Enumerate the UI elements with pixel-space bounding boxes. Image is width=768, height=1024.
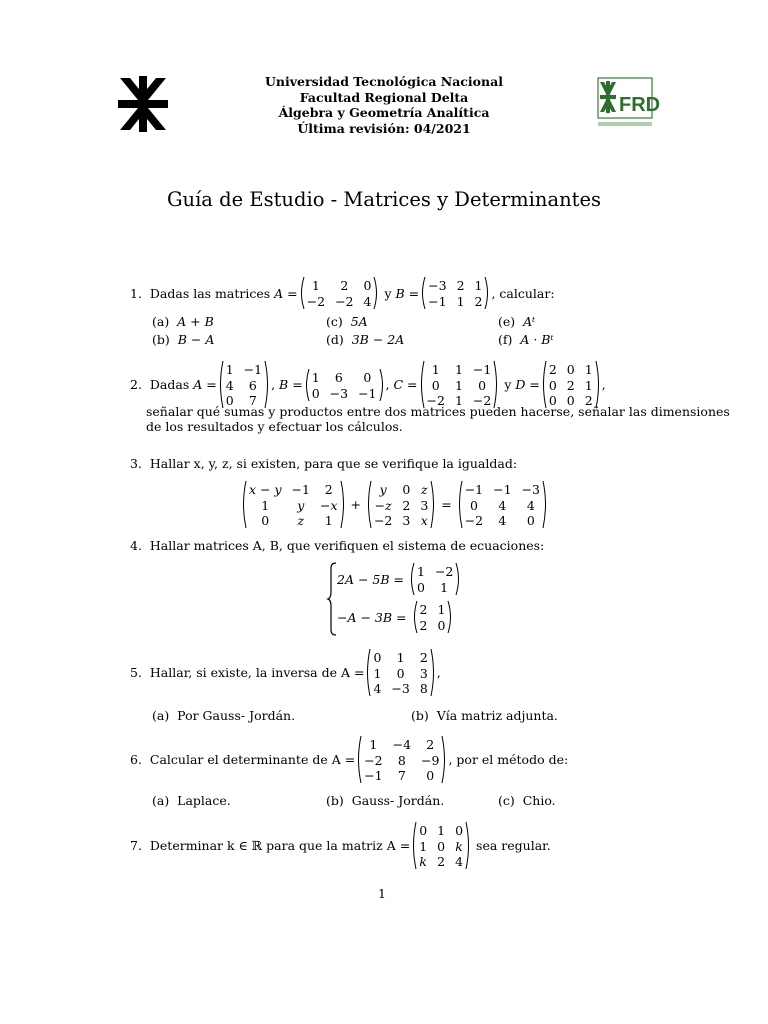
exercise-text: , calcular: [491,285,555,301]
right-paren [430,648,436,697]
university-name: Universidad Tecnológica Nacional [265,74,503,89]
matrix-cell: 3 [402,513,411,529]
matrix-cell: 1 [324,513,333,529]
matrix [409,562,461,596]
matrix-cell: 0 [402,482,411,497]
matrix-cell: 0 [416,580,425,595]
right-paren [379,368,385,402]
frd-logo-text: FRD [619,94,661,116]
matrix-cell: 1 [373,665,382,681]
exercise-3 [130,456,517,471]
page-title: Guía de Estudio - Matrices y Determinantes [166,188,602,211]
matrix-cell: −2 [335,294,354,309]
equation-2: −A − 3B = 2 1 2 0 [337,600,454,634]
matrix-cell: −1 [428,294,447,309]
matrix-cell: 1 [225,362,234,377]
matrix-cell: 6 [248,377,257,393]
exercise-text: señalar qué sumas y productos entre dos matrices pueden hacerse, señalar las dimensiones [146,404,730,419]
matrix-cell: 1 [437,602,446,617]
matrix-cell: 1 [311,278,320,293]
exercise-text: Calcular el determinante de A = [149,752,356,767]
matrix-a [299,276,380,310]
right-paren [447,600,453,634]
matrix-cell: x [420,513,428,529]
system-brace [327,562,337,636]
matrix-cell: 8 [419,681,428,697]
matrix-cell: 4 [363,294,372,309]
right-paren [441,735,447,784]
matrix-cell: 2 [324,482,333,497]
right-paren [493,360,499,409]
exercise-7: 7. Determinar k ∈ ℝ para que la matriz A = 0 1 0 1 0 k k 2 4 sea regular. [130,823,551,870]
exercise-text: Dadas [149,377,190,392]
list-item: (b) B − A [152,332,215,347]
conjunction-text: y [384,285,392,301]
matrix-cell: 4 [498,513,507,529]
matrix-cell: −1 [291,482,310,497]
matrix [412,600,454,634]
exercise-5: 5. Hallar, si existe, la inversa de A = 0 1 2 1 0 3 4 −3 8 , [130,650,441,697]
matrix [365,648,435,697]
matrix-cell: 3 [420,497,429,513]
matrix-cell: −4 [392,737,412,752]
matrix [241,480,346,529]
matrix-cell: 0 [526,513,535,529]
matrix-cell: −2 [364,752,383,768]
matrix [411,821,471,870]
matrix-cell: k [455,838,463,854]
right-paren [465,821,471,870]
matrix-b [304,368,385,402]
matrix-cell: 0 [469,497,478,513]
matrix-cell: 1 [261,497,270,513]
list-item: (b) Gauss- Jordán. [326,793,445,808]
matrix-cell: −1 [243,362,263,377]
matrix-cell: 2 [419,618,428,633]
matrix-cell: 2 [584,393,593,409]
exercise-text: Dadas las matrices [149,285,271,301]
matrix-cell: 4 [455,854,464,870]
matrix-cell: 1 [440,580,449,595]
matrix-b [420,276,490,310]
faculty-name: Facultad Regional Delta [299,89,469,105]
matrix [366,480,436,529]
matrix-cell: 0 [548,377,557,393]
matrix-cell: 6 [334,369,343,385]
exercise-number: 2. [130,377,142,392]
matrix-cell: −2 [373,513,393,529]
matrix-cell: −3 [521,482,541,497]
matrix-cell: 1 [311,369,320,385]
matrix-cell: 2 [437,854,446,870]
frd-logo [597,77,661,131]
right-paren [542,480,548,529]
exercise-text: Determinar k ∈ ℝ para que la matriz A = [149,838,411,853]
list-item: (a) A + B [152,314,214,329]
matrix-cell: 1 [454,362,463,377]
matrix-cell: 2 [419,650,428,665]
matrix-cell: 1 [474,278,483,293]
matrix-cell: −2 [306,294,326,309]
exercise-text: Hallar x, y, z, si existen, para que se verifique la igualdad: [149,456,518,471]
matrix-cell: 0 [311,385,320,401]
matrix-cell: −1 [472,362,492,377]
matrix [356,735,447,784]
matrix-cell: 7 [248,393,257,409]
matrix-cell: −3 [391,681,410,697]
matrix-cell: 0 [548,393,557,409]
exercise-text: Hallar, si existe, la inversa de A = [149,665,365,680]
exercise-2: 2. Dadas A = 1 −1 4 6 0 7 , B = 1 6 0 0 −3 −1 , C = 1 1 −1 0 1 0 −2 1 −2 y D = 2 0 1 0 2 1 0 0 2 , [130,362,606,409]
matrix-d [541,360,601,409]
matrix-cell: −1 [464,482,484,497]
list-item: (e) Aᵗ [498,314,536,329]
matrix-cell: z [297,513,305,529]
matrix-cell: 4 [498,497,507,513]
exercise-4 [130,538,544,553]
matrix-cell: −9 [421,752,440,768]
matrix-cell: z [421,482,428,497]
exercise-text: de los resultados y efectuar los cálculos. [146,419,403,434]
equation: x − y −1 2 1 y −x 0 z 1 + y 0 z −z 2 3 −2 3 x = −1 −1 −3 0 4 4 −2 4 0 [240,480,549,529]
revision-date: Última revisión: 04/2021 [297,120,471,136]
exercise-number: 6. [130,752,142,767]
exercise-1: 1. Dadas las matrices A = 1 2 0 −2 −2 4 y B = −3 2 1 −1 1 2 , calcular: [130,278,555,309]
matrix-cell: −3 [329,385,349,401]
matrix-cell: −2 [472,393,492,409]
list-item: (a) Laplace. [152,793,231,808]
list-item: (c) Chio. [498,793,556,808]
matrix-cell: 1 [584,362,593,377]
matrix-symbol: B [395,285,405,301]
matrix-cell: 2 [474,294,483,309]
matrix-symbol: A [274,285,284,301]
list-item: (c) 5A [326,314,368,329]
matrix-cell: −1 [493,482,512,497]
matrix-cell: 1 [456,294,465,309]
matrix-cell: 0 [431,377,440,393]
utn-logo [118,76,168,132]
matrix-cell: 1 [454,377,463,393]
matrix-cell: 2 [426,737,435,752]
header [200,74,568,136]
matrix-cell: −2 [464,513,484,529]
matrix-cell: 0 [566,362,575,377]
matrix-cell: 2 [566,377,575,393]
right-paren [484,276,490,310]
matrix-cell: y [297,497,305,513]
list-item: (b) Vía matriz adjunta. [411,708,558,723]
matrix-cell: 4 [526,497,535,513]
right-paren [340,480,346,529]
matrix-cell: y [379,482,387,497]
list-item: (f) A · Bᵗ [498,332,554,347]
matrix-cell: −z [374,497,392,513]
list-item: (d) 3B − 2A [326,332,405,347]
exercise-number: 3. [130,456,142,471]
right-paren [455,562,461,596]
matrix-cell: 0 [455,823,464,838]
matrix [457,480,548,529]
matrix-cell: 1 [454,393,463,409]
right-paren [595,360,601,409]
matrix-cell: 2 [456,278,465,293]
matrix-cell: 2 [548,362,557,377]
matrix-cell: 0 [261,513,270,529]
matrix-cell: 1 [437,823,446,838]
matrix-cell: 0 [225,393,234,409]
matrix-cell: 2 [402,497,411,513]
exercise-number: 1. [130,285,142,301]
matrix-cell: 0 [566,393,575,409]
right-paren [430,480,436,529]
matrix-cell: k [419,854,427,870]
matrix-cell: −3 [428,278,447,293]
equation-1: 2A − 5B = 1 −2 0 1 [337,562,462,596]
exercise-text: Hallar matrices A, B, que verifiquen el sistema de ecuaciones: [149,538,545,553]
matrix-cell: 0 [396,665,405,681]
matrix-cell: 0 [363,369,372,385]
matrix-cell: −1 [358,385,377,401]
exercise-number: 5. [130,665,142,680]
matrix-cell: 0 [373,650,382,665]
matrix-cell: −x [319,497,338,513]
matrix-cell: 0 [478,377,487,393]
matrix-cell: 1 [419,838,428,854]
matrix-cell: 1 [369,737,378,752]
list-item: (a) Por Gauss- Jordán. [152,708,296,723]
right-paren [373,276,379,310]
matrix-cell: 1 [584,377,593,393]
exercise-number: 7. [130,838,142,853]
course-name: Álgebra y Geometría Analítica [278,105,490,120]
matrix-cell: 4 [225,377,234,393]
matrix-cell: 0 [419,823,428,838]
page-number: 1 [378,886,386,901]
matrix-cell: 4 [373,681,382,697]
matrix-cell: 0 [426,768,435,784]
matrix-cell: 0 [437,618,446,633]
matrix-cell: 8 [397,752,406,768]
matrix-cell: x − y [249,482,282,497]
matrix-cell: 2 [340,278,349,293]
matrix-c [419,360,500,409]
right-paren [264,360,270,409]
matrix-cell: 0 [437,838,446,854]
matrix-cell: 3 [419,665,428,681]
exercise-number: 4. [130,538,142,553]
matrix-cell: −2 [434,564,454,579]
matrix-cell: 2 [419,602,428,617]
matrix-cell: −1 [364,768,383,784]
matrix-cell: 1 [431,362,440,377]
matrix-cell: 7 [397,768,406,784]
matrix-a [218,360,270,409]
matrix-cell: 1 [396,650,405,665]
matrix-cell: 1 [416,564,425,579]
exercise-6: 6. Calcular el determinante de A = 1 −4 2 −2 8 −9 −1 7 0 , por el método de: [130,737,569,784]
matrix-cell: −2 [426,393,445,409]
matrix-cell: 0 [363,278,372,293]
